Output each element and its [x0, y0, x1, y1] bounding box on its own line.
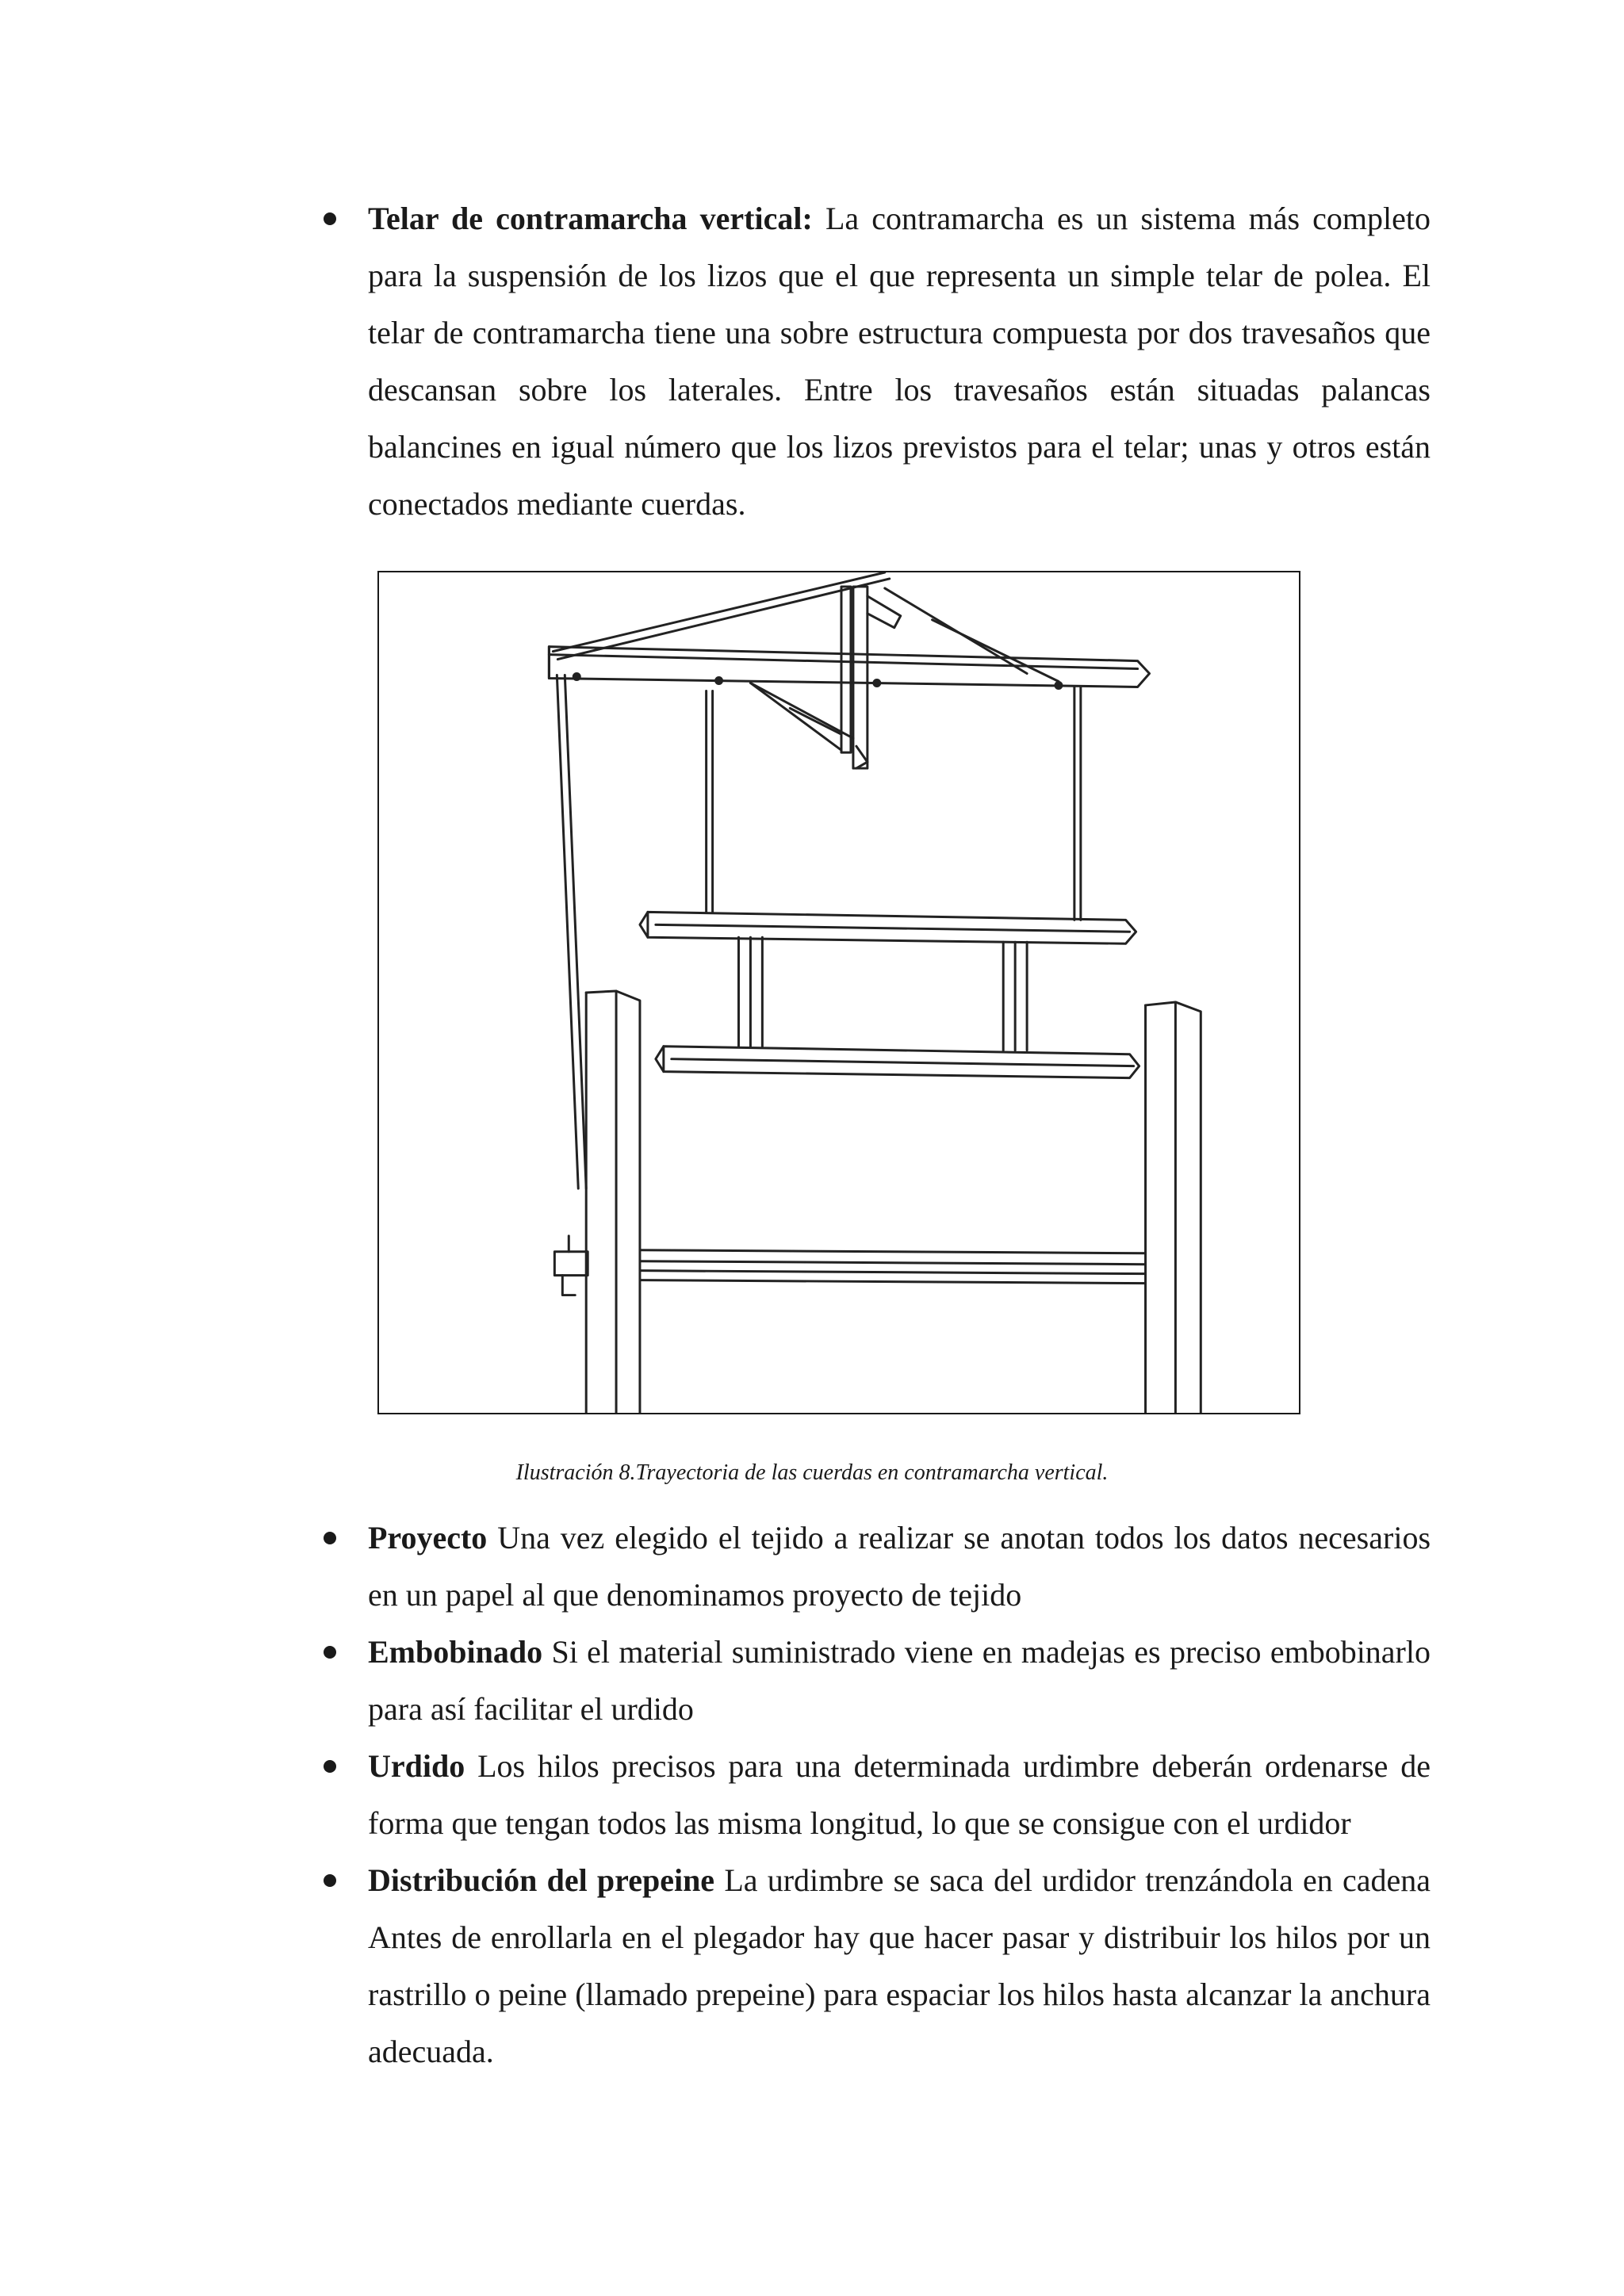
term-urdido: Urdido [368, 1748, 465, 1784]
text-proyecto: Una vez elegido el tejido a realizar se anotan todos los datos necesarios en un papel al que denominamos proyecto de tejido [368, 1520, 1431, 1613]
text-embobinado: Si el material suministrado viene en madejas es preciso embobinarlo para así facilitar el urdido [368, 1634, 1431, 1727]
text-urdido: Los hilos precisos para una determinada urdimbre deberán ordenarse de forma que tengan todos las misma longitud, lo que se consigue con el urdidor [368, 1748, 1431, 1841]
bullet-icon [324, 212, 336, 225]
bullet-icon [324, 1760, 336, 1773]
loom-illustration [377, 571, 1300, 1414]
paragraph-telar-contramarcha [368, 190, 1431, 533]
term-proyecto: Proyecto [368, 1520, 488, 1556]
text-distribucion-prepeine: La urdimbre se saca del urdidor trenzándola en cadena Antes de enrollarla en el plegador hay que hacer pasar y distribuir los hilos por un rastrillo o peine (llamado prepeine) para espaciar los hilos hasta alcanzar la anchura adecuada. [368, 1862, 1431, 2069]
paragraph-embobinado [368, 1624, 1431, 1738]
paragraph-distribucion-prepeine [368, 1852, 1431, 2080]
term-distribucion-prepeine: Distribución del prepeine [368, 1862, 715, 1898]
term-telar-contramarcha: Telar de contramarcha vertical: [368, 201, 813, 236]
term-embobinado: Embobinado [368, 1634, 543, 1670]
text-telar-contramarcha: La contramarcha es un sistema más completo para la suspensión de los lizos que el que representa un simple telar de polea. El telar de contramarcha tiene una sobre estructura compuesta por dos travesaños que descansan sobre los laterales. Entre los travesaños están situadas palancas balancines en igual número que los lizos previstos para el telar; unas y otros están conectados mediante cuerdas. [368, 201, 1431, 522]
paragraph-proyecto [368, 1510, 1431, 1624]
paragraph-urdido [368, 1738, 1431, 1852]
bullet-icon [324, 1646, 336, 1659]
bullet-icon [324, 1874, 336, 1887]
figure-caption: Ilustración 8.Trayectoria de las cuerdas en contramarcha vertical. [515, 1460, 1109, 1485]
bullet-icon [324, 1532, 336, 1544]
loom-drawing [379, 572, 1299, 1413]
